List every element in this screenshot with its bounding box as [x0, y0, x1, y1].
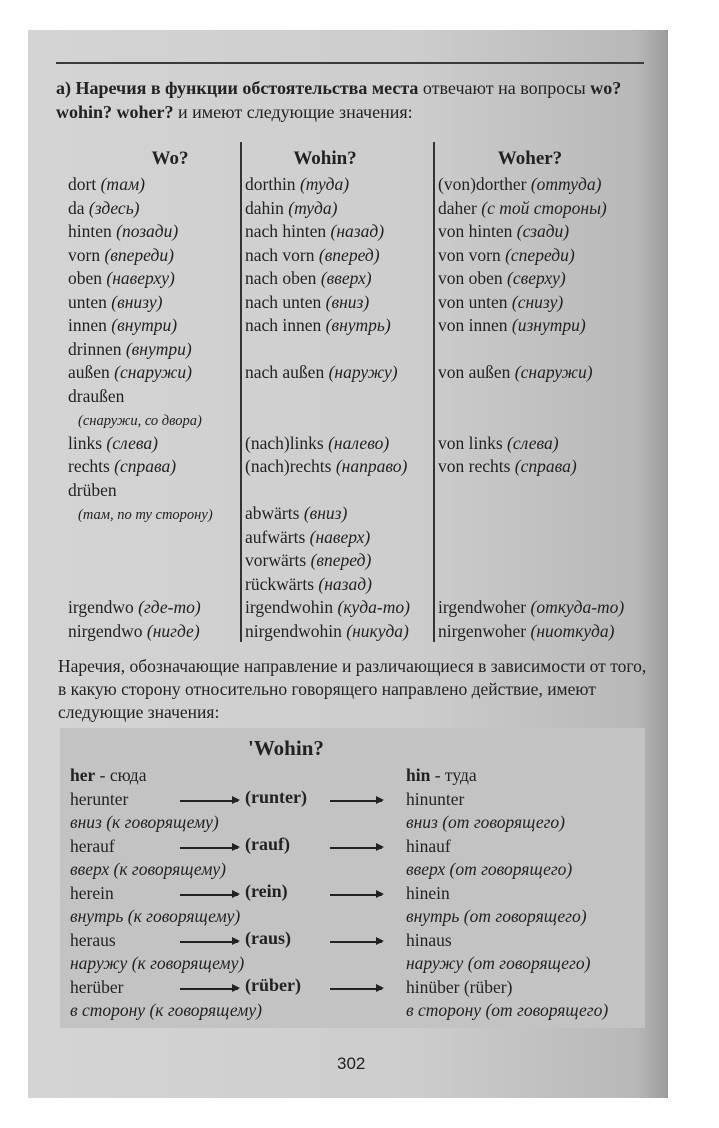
intro-text-1: отвечают на вопросы: [418, 78, 591, 98]
wohin-row: [245, 244, 380, 266]
direction-paragraph: Наречия, обозначающие направление и различающиеся в зависимости от того, в какую сторону относительно говорящего направлено действие, имеют следующие значения:: [58, 656, 647, 722]
top-rule: [56, 62, 644, 64]
russian-translation: (вверх): [320, 268, 372, 288]
german-word: vorn: [68, 244, 105, 265]
hin-translation: внутрь (от говорящего): [406, 906, 587, 926]
hin-translation: вверх (от говорящего): [406, 859, 573, 879]
hin-word: hin: [406, 765, 431, 785]
german-word: von unten: [438, 291, 512, 312]
german-word: nach unten: [245, 291, 326, 312]
column-divider-2: [433, 142, 435, 642]
hin-gloss: - туда: [430, 765, 477, 785]
russian-translation: (назад): [318, 573, 372, 594]
hin-translation: в сторону (от говорящего): [406, 1000, 609, 1020]
german-word: (nach)rechts: [245, 456, 336, 476]
german-word: nach oben: [245, 268, 321, 288]
german-word: nirgenwoher: [438, 620, 531, 641]
wohin-box-title: 'Wohin?: [248, 736, 324, 760]
her-translation: наружу (к говорящему): [70, 953, 245, 973]
woher-row: [438, 197, 607, 219]
arrow-icon: [180, 894, 238, 896]
russian-translation: (снаружи): [114, 362, 192, 382]
german-word: nirgendwohin: [245, 620, 347, 641]
hin-direction-word: hinaus: [406, 930, 452, 950]
her-translation: вниз (к говорящему): [70, 812, 219, 832]
german-word: von links: [438, 432, 508, 453]
russian-translation: (туда): [299, 174, 350, 194]
hin-translation: наружу (от говорящего): [406, 953, 591, 973]
wohin-row: [245, 549, 371, 571]
woher-row: [438, 620, 614, 642]
wo-row: [68, 173, 145, 195]
wo-row: [68, 596, 201, 618]
woher-row: [438, 244, 575, 266]
page-number: 302: [337, 1054, 366, 1073]
her-word: her: [70, 765, 96, 785]
her-direction-word: heraus: [70, 930, 116, 950]
wohin-row: [245, 432, 389, 454]
her-direction-word: herauf: [70, 836, 115, 856]
russian-translation: (куда-то): [337, 597, 410, 617]
column-divider-1: [240, 142, 242, 642]
russian-translation: (спереди): [505, 244, 575, 265]
wohin-row: [245, 596, 410, 618]
her-translation: вверх (к говорящему): [70, 859, 226, 879]
wohin-row: [245, 573, 372, 595]
russian-translation: (с той стороны): [481, 197, 607, 218]
wohin-row: [245, 291, 369, 313]
russian-translation: (вниз): [303, 503, 348, 523]
russian-translation: (снаружи, со двора): [78, 413, 202, 429]
russian-translation: (внутри): [111, 315, 178, 335]
hin-translation: вниз (от говорящего): [406, 812, 565, 832]
russian-translation: (никуда): [346, 620, 409, 641]
german-word: unten: [68, 291, 112, 312]
her-direction-word: herüber: [70, 977, 124, 997]
russian-translation: (оттуда): [530, 174, 602, 194]
german-word: draußen: [68, 385, 125, 406]
german-word: drüben: [68, 479, 117, 500]
arrow-icon: [330, 941, 382, 943]
arrow-icon: [330, 894, 382, 896]
short-form: (rüber): [245, 975, 301, 995]
short-form: (raus): [245, 928, 291, 948]
russian-translation: (внутри): [125, 338, 192, 359]
german-word: dort: [68, 174, 101, 194]
wohin-row: [245, 361, 398, 383]
wo-row: [78, 502, 213, 526]
russian-translation: (внизу): [111, 291, 163, 312]
woher-row: [438, 432, 559, 454]
german-word: von rechts: [438, 456, 515, 476]
german-word: (von)dorther: [438, 174, 531, 194]
german-word: nach hinten: [245, 221, 331, 241]
section-marker: а): [56, 78, 71, 98]
woher-row: [438, 314, 586, 336]
german-word: dahin: [245, 197, 289, 218]
russian-translation: (наверх): [309, 526, 371, 547]
russian-translation: (налево): [328, 432, 390, 453]
intro-questions: wo? wohin? woher?: [56, 78, 622, 122]
russian-translation: (слева): [106, 432, 158, 453]
russian-translation: (справа): [514, 456, 577, 476]
wo-row: [68, 455, 176, 477]
wohin-row: [245, 455, 407, 477]
woher-row: [438, 291, 563, 313]
german-word: innen: [68, 315, 112, 335]
russian-translation: (слева): [507, 432, 559, 453]
her-direction-word: herunter: [70, 789, 129, 809]
german-word: aufwärts: [245, 526, 310, 547]
russian-translation: (ниоткуда): [530, 620, 615, 641]
russian-translation: (впереди): [104, 244, 174, 265]
wohin-row: [245, 526, 370, 548]
arrow-icon: [180, 847, 238, 849]
german-word: nach vorn: [245, 244, 319, 265]
wo-row: [68, 197, 140, 219]
russian-translation: (где-то): [138, 597, 201, 617]
russian-translation: (направо): [335, 456, 408, 476]
wo-row: [78, 408, 202, 432]
german-word: von hinten: [438, 221, 517, 241]
german-word: von oben: [438, 268, 508, 288]
german-word: von innen: [438, 315, 512, 335]
arrow-icon: [330, 800, 382, 802]
her-entry: [70, 764, 146, 786]
russian-translation: (вперед): [318, 244, 380, 265]
russian-translation: (наружу): [328, 362, 398, 382]
hin-direction-word: hinüber (rüber): [406, 977, 513, 997]
section-intro: [56, 76, 646, 124]
her-gloss: - сюда: [95, 765, 147, 785]
intro-text-2: и имеют следующие значения:: [173, 102, 413, 122]
german-word: daher: [438, 197, 482, 218]
hin-direction-word: hinein: [406, 883, 450, 903]
short-form: (runter): [245, 787, 307, 807]
german-word: da: [68, 197, 89, 218]
woher-row: [438, 361, 593, 383]
german-word: irgendwohin: [245, 597, 338, 617]
german-word: nach außen: [245, 362, 329, 382]
woher-row: [438, 455, 577, 477]
german-word: nach innen: [245, 315, 326, 335]
wohin-row: [245, 197, 337, 219]
hin-entry: [406, 764, 477, 786]
russian-translation: (позади): [116, 221, 179, 241]
german-word: dorthin: [245, 174, 300, 194]
woher-row: [438, 173, 601, 195]
short-form: (rauf): [245, 834, 290, 854]
russian-translation: (снизу): [511, 291, 564, 312]
russian-translation: (откуда-то): [530, 597, 625, 617]
wohin-row: [245, 173, 349, 195]
russian-translation: (вперед): [310, 550, 372, 570]
wo-row: [68, 338, 192, 360]
russian-translation: (там, по ту сторону): [78, 507, 213, 523]
russian-translation: (здесь): [88, 197, 140, 218]
wo-row: [68, 244, 174, 266]
hin-direction-word: hinauf: [406, 836, 451, 856]
russian-translation: (нигде): [146, 620, 200, 641]
russian-translation: (назад): [330, 221, 385, 241]
russian-translation: (изнутри): [511, 315, 586, 335]
russian-translation: (туда): [288, 197, 338, 218]
woher-row: [438, 596, 624, 618]
german-word: von vorn: [438, 244, 506, 265]
russian-translation: (сзади): [516, 221, 570, 241]
header-woher: Woher?: [497, 148, 563, 169]
wohin-row: [245, 314, 391, 336]
wo-row: [68, 385, 124, 407]
russian-translation: (там): [100, 174, 146, 194]
german-word: (nach)links: [245, 432, 329, 453]
woher-row: [438, 220, 569, 242]
wo-row: [68, 361, 192, 383]
arrow-icon: [330, 847, 382, 849]
german-word: oben: [68, 268, 107, 288]
german-word: irgendwoher: [438, 597, 531, 617]
german-word: außen: [68, 362, 115, 382]
german-word: hinten: [68, 221, 117, 241]
russian-translation: (внутрь): [325, 315, 391, 335]
wo-row: [68, 479, 117, 501]
wohin-row: [245, 620, 409, 642]
arrow-icon: [180, 800, 238, 802]
arrow-icon: [330, 988, 382, 990]
russian-translation: (наверху): [106, 268, 175, 288]
wo-row: [68, 220, 178, 242]
german-word: rückwärts: [245, 573, 319, 594]
her-translation: в сторону (к говорящему): [70, 1000, 262, 1020]
header-wo: Wo?: [151, 148, 189, 169]
wo-row: [68, 314, 177, 336]
wo-row: [68, 432, 158, 454]
german-word: irgendwo: [68, 597, 139, 617]
hin-direction-word: hinunter: [406, 789, 465, 809]
wohin-row: [245, 267, 372, 289]
german-word: nirgendwo: [68, 620, 147, 641]
arrow-icon: [180, 988, 238, 990]
russian-translation: (справа): [114, 456, 177, 476]
wohin-row: [245, 502, 347, 524]
russian-translation: (вниз): [325, 291, 370, 312]
german-word: links: [68, 432, 107, 453]
german-word: abwärts: [245, 503, 304, 523]
wo-row: [68, 267, 175, 289]
section-title: Наречия в функции обстоятельства места: [75, 78, 419, 98]
german-word: rechts: [68, 456, 115, 476]
woher-row: [438, 267, 566, 289]
her-translation: внутрь (к говорящему): [70, 906, 241, 926]
wo-row: [68, 620, 200, 642]
header-wohin: Wohin?: [293, 148, 357, 169]
arrow-icon: [180, 941, 238, 943]
her-direction-word: herein: [70, 883, 114, 903]
short-form: (rein): [245, 881, 288, 901]
german-word: drinnen: [68, 338, 126, 359]
german-word: von außen: [438, 362, 515, 382]
russian-translation: (сверху): [507, 268, 566, 288]
russian-translation: (снаружи): [514, 362, 593, 382]
german-word: vorwärts: [245, 550, 311, 570]
wohin-row: [245, 220, 384, 242]
wo-row: [68, 291, 162, 313]
